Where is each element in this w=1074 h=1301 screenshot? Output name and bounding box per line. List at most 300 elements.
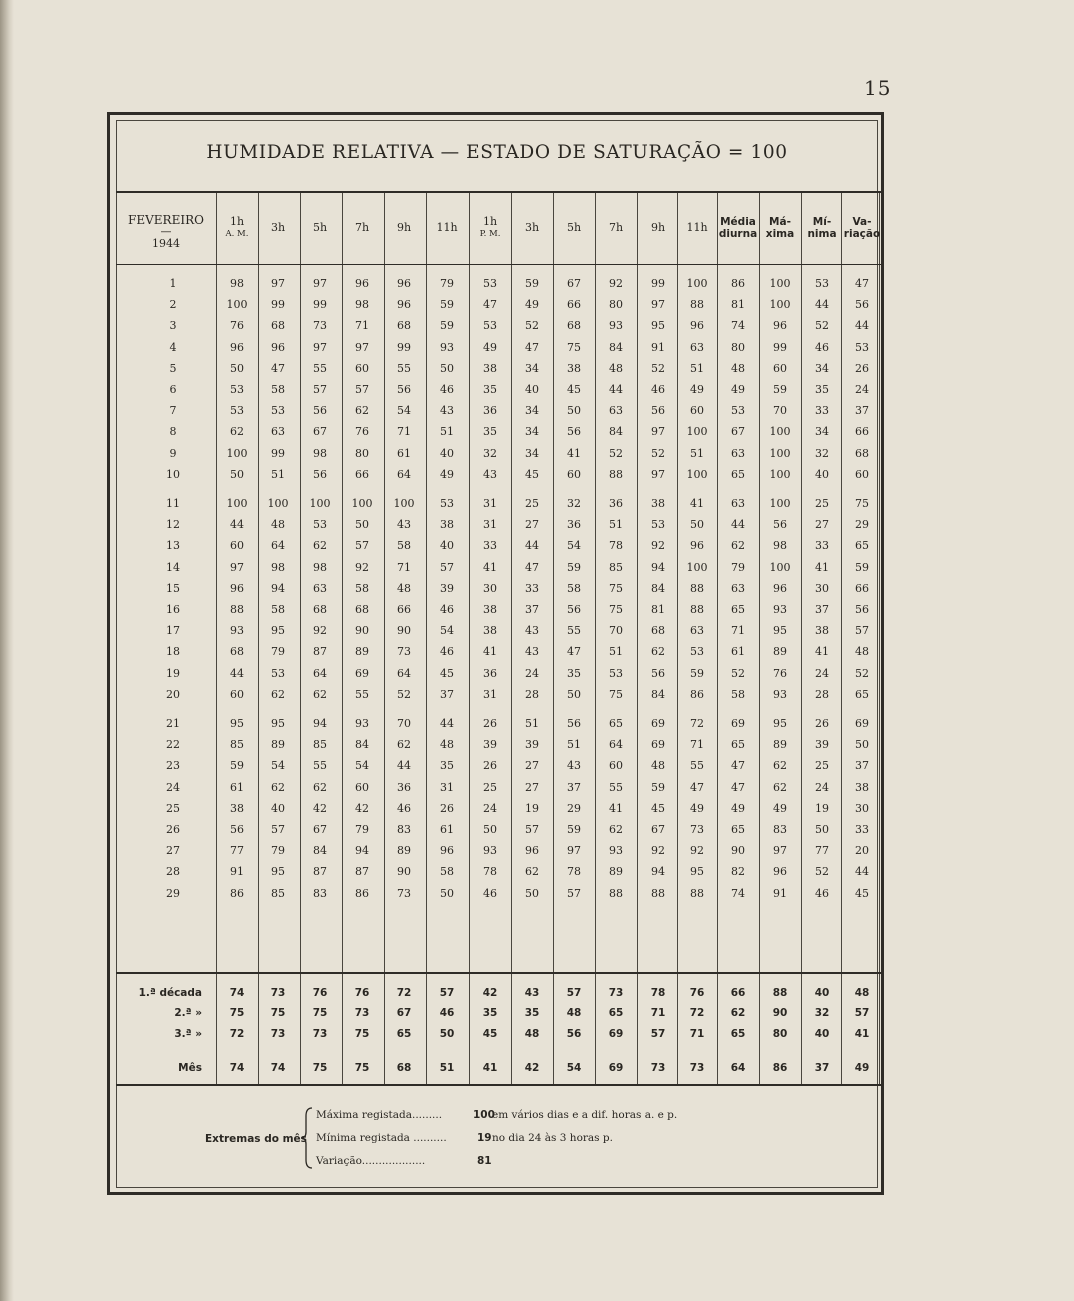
table-cell: 40 [525,383,539,396]
table-cell: 75 [855,497,869,510]
table-cell: 57 [271,823,285,836]
table-cell: 62 [731,539,745,552]
table-cell: 65 [855,688,869,701]
table-cell: 46 [397,802,411,815]
table-cell: 60 [230,688,244,701]
table-cell: 49 [731,383,745,396]
column-header-1: 3h [270,221,286,234]
table-cell: 96 [355,277,369,290]
table-cell: 60 [355,781,369,794]
table-cell: 28 [525,688,539,701]
table-cell: 35 [440,759,454,772]
table-cell: 96 [773,865,787,878]
table-cell: 56 [313,468,327,481]
table-cell: 62 [230,425,244,438]
summary-cell: 74 [229,987,245,999]
extremes-brace-icon [300,1106,314,1170]
table-cell: 51 [567,738,581,751]
summary-cell: 66 [730,987,746,999]
table-cell: 94 [271,582,285,595]
table-cell: 38 [855,781,869,794]
table-cell: 96 [525,844,539,857]
table-cell: 68 [355,603,369,616]
summary-cell: 49 [854,1062,870,1074]
column-header-9: 7h [608,221,624,234]
table-cell: 62 [773,759,787,772]
table-cell: 37 [567,781,581,794]
table-cell: 53 [271,667,285,680]
table-cell: 72 [690,717,704,730]
table-cell: 98 [313,447,327,460]
table-cell: 100 [769,277,791,290]
table-cell: 43 [440,404,454,417]
summary-cell: 71 [689,1028,705,1040]
table-cell: 59 [651,781,665,794]
summary-cell: 43 [524,987,540,999]
table-cell: 77 [230,844,244,857]
table-cell: 36 [567,518,581,531]
table-cell: 79 [271,844,285,857]
table-cell: 88 [690,887,704,900]
table-cell: 100 [769,561,791,574]
table-cell: 38 [483,362,497,375]
table-cell: 97 [651,425,665,438]
summary-cell: 68 [396,1062,412,1074]
table-cell: 53 [690,645,704,658]
table-cell: 97 [567,844,581,857]
summary-cell: 78 [650,987,666,999]
table-cell: 41 [567,447,581,460]
day-label: 14 [166,561,180,574]
column-header-7: 3h [524,221,540,234]
summary-cell: 72 [689,1007,705,1019]
summary-cell: 46 [439,1007,455,1019]
table-cell: 64 [397,468,411,481]
table-cell: 52 [397,688,411,701]
day-label: 26 [166,823,180,836]
table-cell: 96 [773,582,787,595]
table-cell: 47 [567,645,581,658]
table-cell: 32 [815,447,829,460]
variation-label: Variação................... [316,1155,426,1167]
table-cell: 92 [355,561,369,574]
table-cell: 100 [686,561,708,574]
table-cell: 37 [855,759,869,772]
table-cell: 50 [855,738,869,751]
table-cell: 53 [815,277,829,290]
table-cell: 86 [355,887,369,900]
summary-cell: 57 [566,987,582,999]
table-cell: 45 [855,887,869,900]
table-cell: 51 [609,645,623,658]
table-cell: 93 [355,717,369,730]
table-cell: 98 [773,539,787,552]
table-cell: 60 [567,468,581,481]
table-cell: 43 [525,645,539,658]
summary-cell: 56 [566,1028,582,1040]
table-cell: 40 [440,447,454,460]
table-cell: 95 [773,717,787,730]
table-cell: 73 [397,645,411,658]
table-cell: 97 [773,844,787,857]
summary-cell: 41 [854,1028,870,1040]
table-cell: 51 [440,425,454,438]
table-cell: 77 [815,844,829,857]
table-cell: 45 [651,802,665,815]
table-cell: 34 [525,362,539,375]
table-cell: 52 [525,319,539,332]
table-cell: 41 [483,561,497,574]
table-cell: 75 [609,582,623,595]
table-cell: 41 [609,802,623,815]
day-label: 20 [166,688,180,701]
table-cell: 44 [440,717,454,730]
table-cell: 86 [690,688,704,701]
table-cell: 65 [609,717,623,730]
table-cell: 100 [226,447,248,460]
table-cell: 40 [440,539,454,552]
table-cell: 55 [690,759,704,772]
table-cell: 54 [355,759,369,772]
summary-cell: 73 [650,1062,666,1074]
table-cell: 54 [440,624,454,637]
day-label: 10 [166,468,180,481]
table-cell: 39 [525,738,539,751]
table-cell: 53 [313,518,327,531]
table-cell: 94 [651,561,665,574]
column-header-14: Mí- [812,216,832,228]
table-cell: 48 [397,582,411,595]
table-cell: 46 [440,645,454,658]
table-cell: 87 [313,865,327,878]
table-cell: 78 [483,865,497,878]
table-cell: 68 [230,645,244,658]
table-cell: 70 [397,717,411,730]
table-cell: 100 [393,497,415,510]
table-cell: 46 [440,603,454,616]
table-cell: 41 [815,645,829,658]
table-cell: 100 [769,468,791,481]
summary-cell: 42 [482,987,498,999]
table-cell: 44 [855,319,869,332]
table-cell: 88 [690,582,704,595]
table-cell: 31 [483,497,497,510]
table-cell: 53 [230,404,244,417]
summary-cell: 57 [439,987,455,999]
header-rule [116,264,883,265]
table-cell: 25 [815,497,829,510]
day-label: 4 [169,341,177,354]
table-cell: 56 [230,823,244,836]
table-cell: 63 [313,582,327,595]
table-cell: 55 [397,362,411,375]
table-cell: 71 [731,624,745,637]
summary-cell: 40 [814,987,830,999]
day-label: 15 [166,582,180,595]
table-cell: 56 [397,383,411,396]
table-cell: 96 [690,319,704,332]
table-cell: 100 [267,497,289,510]
table-cell: 36 [483,404,497,417]
table-cell: 88 [609,887,623,900]
table-cell: 81 [651,603,665,616]
table-cell: 24 [525,667,539,680]
table-cell: 46 [815,341,829,354]
table-cell: 50 [230,468,244,481]
table-cell: 37 [855,404,869,417]
table-cell: 79 [731,561,745,574]
table-cell: 33 [525,582,539,595]
table-cell: 97 [651,298,665,311]
table-cell: 47 [271,362,285,375]
table-cell: 84 [651,582,665,595]
table-cell: 53 [271,404,285,417]
table-cell: 53 [609,667,623,680]
table-cell: 58 [731,688,745,701]
table-cell: 66 [855,425,869,438]
table-cell: 30 [855,802,869,815]
summary-cell: 65 [608,1007,624,1019]
table-cell: 95 [271,865,285,878]
table-cell: 79 [271,645,285,658]
table-cell: 52 [609,447,623,460]
table-cell: 83 [773,823,787,836]
table-cell: 99 [271,447,285,460]
table-cell: 84 [609,341,623,354]
table-cell: 97 [651,468,665,481]
table-cell: 94 [651,865,665,878]
table-cell: 94 [355,844,369,857]
table-cell: 56 [567,603,581,616]
table-cell: 37 [440,688,454,701]
table-cell: 58 [567,582,581,595]
summary-cell: 72 [396,987,412,999]
table-cell: 62 [397,738,411,751]
table-cell: 53 [731,404,745,417]
table-cell: 69 [855,717,869,730]
table-cell: 55 [313,362,327,375]
table-cell: 93 [483,844,497,857]
table-cell: 73 [690,823,704,836]
table-cell: 49 [440,468,454,481]
table-cell: 38 [440,518,454,531]
table-cell: 93 [230,624,244,637]
table-title: HUMIDADE RELATIVA — ESTADO DE SATURAÇÃO = 100 [206,142,788,163]
table-cell: 62 [773,781,787,794]
table-cell: 59 [567,561,581,574]
table-cell: 31 [440,781,454,794]
table-cell: 87 [313,645,327,658]
table-cell: 99 [651,277,665,290]
column-header-2: 5h [312,221,328,234]
day-label: 9 [169,447,177,460]
table-cell: 53 [440,497,454,510]
table-cell: 66 [567,298,581,311]
summary-cell: 75 [312,1007,328,1019]
table-cell: 63 [690,624,704,637]
table-cell: 87 [355,865,369,878]
page-number: 15 [864,76,892,100]
table-cell: 58 [271,383,285,396]
table-cell: 38 [483,624,497,637]
summary-row-label: 1.ª década [138,987,202,999]
summary-cell: 32 [814,1007,830,1019]
table-cell: 100 [769,497,791,510]
table-cell: 92 [651,539,665,552]
min-registered-note: no dia 24 às 3 horas p. [492,1132,613,1144]
table-cell: 37 [815,603,829,616]
table-cell: 40 [815,468,829,481]
table-cell: 19 [525,802,539,815]
title-rule [116,191,883,193]
table-cell: 52 [815,319,829,332]
table-cell: 67 [651,823,665,836]
table-cell: 59 [855,561,869,574]
table-cell: 62 [313,539,327,552]
table-cell: 65 [731,738,745,751]
summary-cell: 65 [396,1028,412,1040]
table-cell: 100 [226,497,248,510]
summary-cell: 62 [730,1007,746,1019]
table-cell: 57 [355,539,369,552]
table-cell: 91 [773,887,787,900]
table-cell: 97 [313,341,327,354]
summary-top-rule [116,972,883,974]
table-cell: 62 [271,688,285,701]
column-header-3: 7h [354,221,370,234]
table-cell: 35 [483,383,497,396]
day-label: 27 [166,844,180,857]
table-cell: 24 [483,802,497,815]
table-cell: 43 [525,624,539,637]
column-header-sub-13: xima [765,228,795,240]
summary-cell: 90 [772,1007,788,1019]
table-cell: 90 [355,624,369,637]
table-cell: 60 [855,468,869,481]
table-cell: 26 [815,717,829,730]
table-cell: 85 [271,887,285,900]
table-cell: 19 [815,802,829,815]
table-cell: 44 [230,518,244,531]
table-cell: 88 [690,603,704,616]
table-cell: 88 [230,603,244,616]
table-cell: 60 [355,362,369,375]
day-label: 13 [166,539,180,552]
table-cell: 34 [815,362,829,375]
table-cell: 48 [271,518,285,531]
table-cell: 45 [567,383,581,396]
table-cell: 47 [731,759,745,772]
column-header-5: 11h [436,221,458,234]
table-cell: 34 [525,447,539,460]
table-cell: 82 [731,865,745,878]
table-cell: 47 [525,561,539,574]
table-cell: 63 [690,341,704,354]
min-registered-value: 19 [477,1132,492,1144]
min-registered-label: Mínima registada .......... [316,1132,447,1144]
table-cell: 88 [690,298,704,311]
summary-cell: 50 [439,1028,455,1040]
summary-cell: 57 [854,1007,870,1019]
table-cell: 33 [815,539,829,552]
table-cell: 56 [855,603,869,616]
table-cell: 26 [483,717,497,730]
table-cell: 50 [690,518,704,531]
header-year: 1944 [152,237,180,250]
table-cell: 50 [567,688,581,701]
summary-cell: 74 [229,1062,245,1074]
page-binding-shadow [0,0,14,1301]
summary-cell: 69 [608,1062,624,1074]
table-cell: 25 [483,781,497,794]
table-cell: 59 [773,383,787,396]
summary-cell: 76 [354,987,370,999]
day-label: 24 [166,781,180,794]
table-cell: 67 [731,425,745,438]
table-cell: 95 [230,717,244,730]
table-cell: 49 [731,802,745,815]
table-cell: 90 [731,844,745,857]
table-cell: 68 [397,319,411,332]
table-cell: 62 [313,688,327,701]
day-label: 11 [166,497,180,510]
table-cell: 78 [567,865,581,878]
table-cell: 88 [651,887,665,900]
table-cell: 49 [525,298,539,311]
summary-cell: 73 [354,1007,370,1019]
summary-cell: 65 [730,1028,746,1040]
column-header-8: 5h [566,221,582,234]
day-label: 29 [166,887,180,900]
table-cell: 48 [855,645,869,658]
table-cell: 92 [690,844,704,857]
table-cell: 89 [773,645,787,658]
table-cell: 27 [525,759,539,772]
column-header-10: 9h [650,221,666,234]
table-cell: 76 [773,667,787,680]
table-cell: 56 [567,425,581,438]
table-cell: 94 [313,717,327,730]
table-cell: 89 [271,738,285,751]
table-cell: 99 [397,341,411,354]
table-cell: 58 [397,539,411,552]
summary-cell: 75 [270,1007,286,1019]
table-cell: 35 [567,667,581,680]
table-cell: 93 [609,844,623,857]
table-cell: 37 [525,603,539,616]
table-cell: 86 [230,887,244,900]
table-cell: 46 [651,383,665,396]
table-cell: 64 [313,667,327,680]
table-cell: 45 [525,468,539,481]
column-header-sub-12: diurna [718,228,758,240]
table-cell: 99 [313,298,327,311]
summary-cell: 75 [354,1028,370,1040]
table-cell: 98 [313,561,327,574]
table-cell: 69 [651,717,665,730]
table-cell: 44 [230,667,244,680]
day-label: 16 [166,603,180,616]
table-cell: 96 [397,277,411,290]
summary-cell: 48 [854,987,870,999]
table-cell: 85 [313,738,327,751]
table-cell: 43 [397,518,411,531]
table-cell: 20 [855,844,869,857]
table-cell: 26 [855,362,869,375]
table-cell: 71 [355,319,369,332]
extremes-label: Extremas do mês [205,1133,307,1145]
table-cell: 63 [731,582,745,595]
